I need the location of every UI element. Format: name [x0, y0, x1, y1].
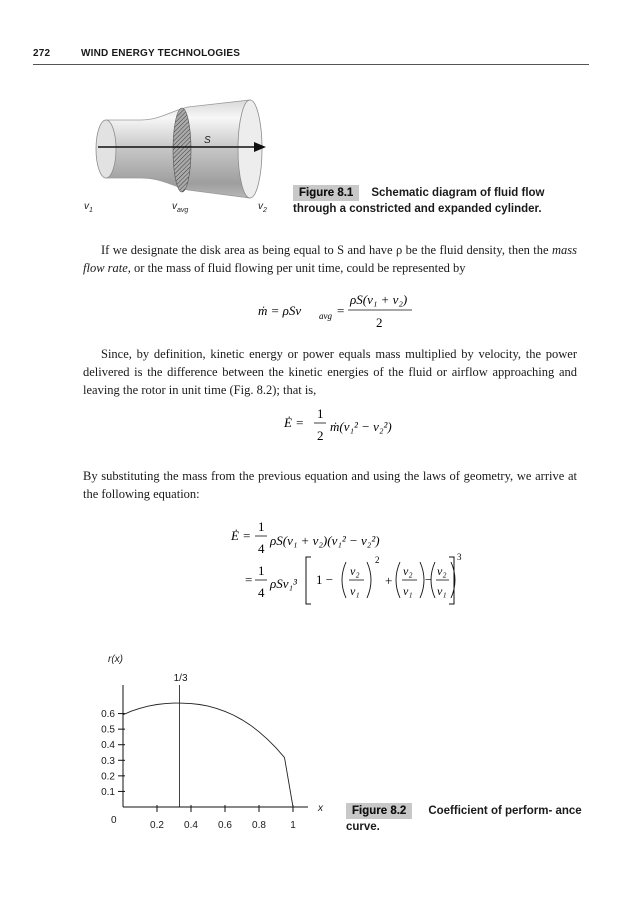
origin-label: 0 — [111, 815, 117, 826]
running-title: WIND ENERGY TECHNOLOGIES — [81, 48, 241, 59]
svg-text:v₂: v₂ — [350, 564, 360, 578]
svg-text:2: 2 — [375, 555, 380, 565]
eq4-numerator: 1 — [258, 563, 265, 578]
performance-chart — [90, 645, 340, 845]
eq4-minus: − — [425, 572, 433, 587]
svg-text:3: 3 — [457, 552, 462, 562]
figure-8-2 — [90, 645, 340, 845]
svg-text:v₂: v₂ — [437, 564, 447, 578]
eq3-lhs: Ė = — [231, 528, 251, 543]
x-tick-label: 0.6 — [218, 820, 232, 831]
velocity-vavg-label: $v_{avg}$ — [172, 201, 189, 214]
eq4-equals: = — [245, 572, 253, 587]
paragraph-power: Since, by definition, kinetic energy or power equals mass multiplied by velocity, the power delivered is the difference between the kinetic energies of the fluid or airflow approaching and leaving the rotor in unit time (Fig. 8.2); that is, — [83, 347, 577, 397]
emphasis-term: mass flow rate, — [83, 243, 577, 275]
eq4-plus: + — [385, 573, 393, 588]
y-tick-label: 0.2 — [101, 771, 115, 783]
x-tick-label: 0.8 — [252, 820, 266, 831]
svg-text:v₁: v₁ — [403, 584, 413, 598]
eq1-denominator: 2 — [376, 315, 383, 330]
eq2-numerator: 1 — [317, 406, 324, 421]
eq2-lhs: Ė = — [284, 415, 304, 430]
svg-text:v₂: v₂ — [403, 564, 413, 578]
y-tick-label: 0.5 — [101, 724, 115, 736]
eq3-rhs: ρS(v₁ + v₂)(v₁² − v₂²) — [270, 533, 380, 548]
eq4-prefix: ρSv₁³ — [270, 576, 297, 591]
x-axis-label: x — [318, 803, 323, 814]
x-tick-label: 0.4 — [184, 820, 198, 831]
disk-area-label: S — [204, 135, 211, 146]
eq1-equals: = — [337, 303, 345, 318]
caption-text: Coefficient of perform- ance curve. — [346, 805, 582, 833]
eq3-denominator: 4 — [258, 541, 265, 556]
y-tick-label: 0.1 — [101, 786, 115, 798]
velocity-v2-label: $v_2$ — [258, 201, 267, 214]
figure-8-2-caption — [346, 803, 586, 835]
eq1-lhs: ṁ = ρSv — [258, 303, 302, 318]
svg-text:v₁: v₁ — [437, 584, 447, 598]
paragraph-substitution: By substituting the mass from the previous equation and using the laws of geometry, we arrive at the following equation: — [83, 469, 577, 501]
eq4-one-minus: 1 − — [316, 572, 334, 587]
y-tick-label: 0.6 — [101, 709, 115, 721]
eq4-denominator: 4 — [258, 585, 265, 600]
caption-text: Schematic diagram of fluid flow through a constricted and expanded cylinder. — [293, 187, 545, 215]
paragraph-mass-flow: If we designate the disk area as being equal to S and have ρ be the fluid density, then the mass flow rate, or the mass of fluid flowing per unit time, could be represented by — [83, 243, 577, 275]
x-tick-label: 0.2 — [150, 820, 164, 831]
eq1-lhs-sub: avg — [319, 311, 332, 321]
y-tick-label: 0.3 — [101, 755, 115, 767]
eq1-numerator: ρS(v₁ + v₂) — [350, 292, 408, 307]
svg-text:v₁: v₁ — [350, 584, 360, 598]
figure-tag: Figure 8.2 — [346, 803, 412, 819]
eq2-rhs: ṁ(v₁² − v₂²) — [330, 419, 392, 434]
y-axis-label: r(x) — [108, 654, 123, 665]
y-tick-label: 0.4 — [101, 740, 115, 752]
x-tick-label: 1 — [290, 820, 296, 831]
optimum-label: 1/3 — [173, 673, 188, 684]
eq2-denominator: 2 — [317, 428, 324, 443]
figure-tag: Figure 8.1 — [293, 185, 359, 201]
velocity-v1-label: $v_1$ — [84, 201, 93, 214]
page-number: 272 — [33, 48, 51, 59]
eq3-numerator: 1 — [258, 519, 265, 534]
performance-curve — [123, 703, 293, 807]
